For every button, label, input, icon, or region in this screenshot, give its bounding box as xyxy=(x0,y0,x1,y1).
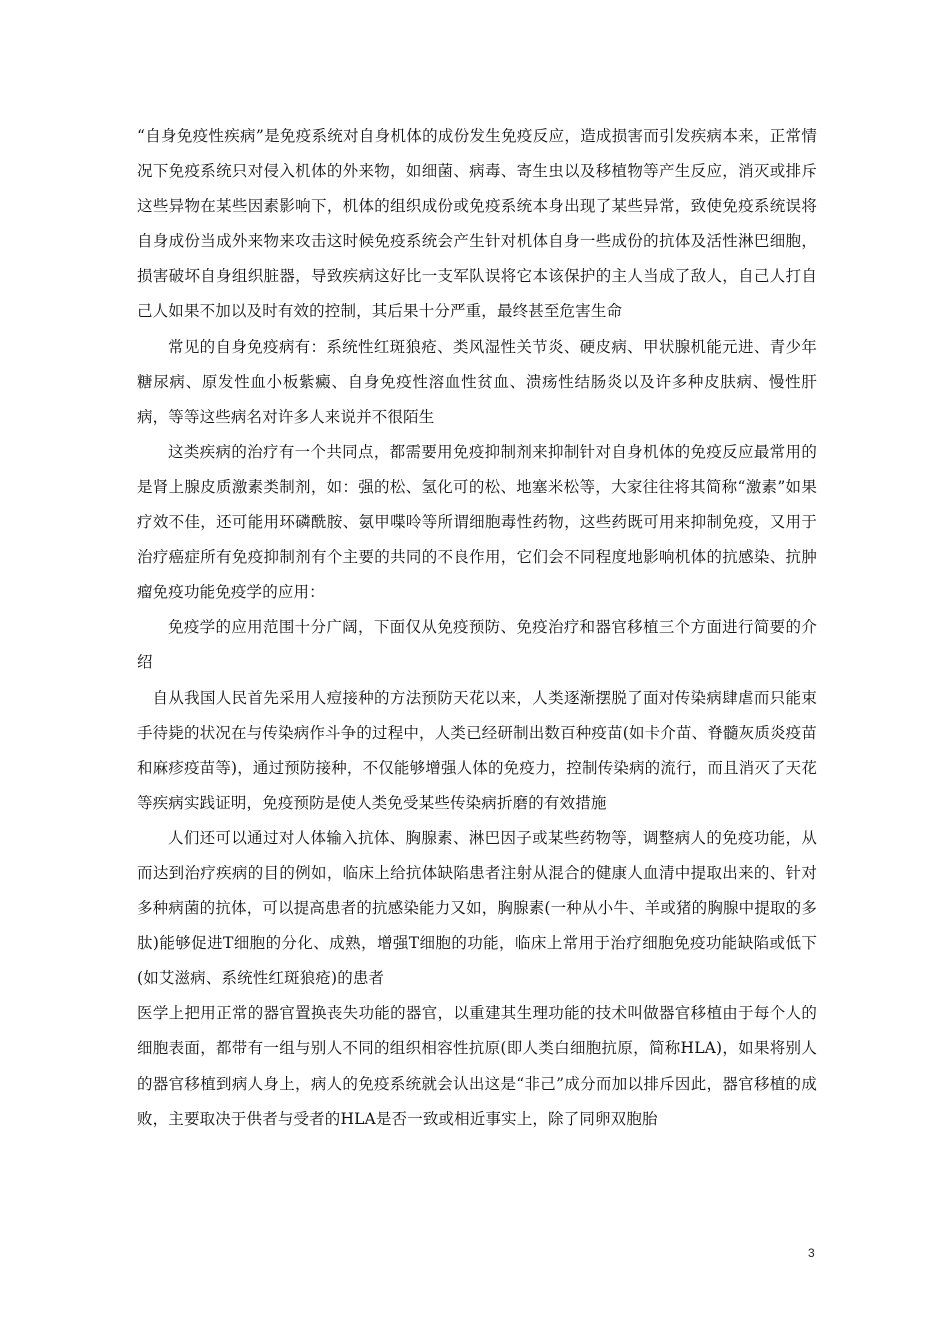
paragraph-organ-transplant: 医学上把用正常的器官置换丧失功能的器官，以重建其生理功能的技术叫做器官移植由于每个人的细胞表面，都带有一组与别人不同的组织相容性抗原(即人类白细胞抗原，简称HLA)，如果将别人的器官移植到病人身上，病人的免疫系统就会认出这是“非己”成分而加以排斥因此，器官移植的成败，主要取决于供者与受者的HLA是否一致或相近事实上，除了同卵双胞胎 xyxy=(137,1004,817,1128)
body-text xyxy=(137,119,817,1137)
paragraph-applications-intro: 免疫学的应用范围十分广阔，下面仅从免疫预防、免疫治疗和器官移植三个方面进行简要的介绍 xyxy=(137,618,817,672)
paragraph-common-diseases: 常见的自身免疫病有：系统性红斑狼疮、类风湿性关节炎、硬皮病、甲状腺机能元进、青少年糖尿病、原发性血小板紫癜、自身免疫性溶血性贫血、溃疡性结肠炎以及许多种皮肤病、慢性肝病，等等这些病名对许多人来说并不很陌生 xyxy=(137,337,817,426)
paragraph-treatment: 这类疾病的治疗有一个共同点，都需要用免疫抑制剂来抑制针对自身机体的免疫反应最常用的是肾上腺皮质激素类制剂，如：强的松、氢化可的松、地塞米松等，大家往往将其简称“激素”如果疗效不佳，还可能用环磷酰胺、氨甲喋呤等所谓细胞毒性药物，这些药既可用来抑制免疫，又用于治疗癌症所有免疫抑制剂有个主要的共同的不良作用，它们会不同程度地影响机体的抗感染、抗肿瘤免疫功能免疫学的应用： xyxy=(137,442,817,602)
paragraph-immune-prevention: 自从我国人民首先采用人痘接种的方法预防天花以来，人类逐渐摆脱了面对传染病肆虐而只能束手待毙的状况在与传染病作斗争的过程中，人类已经研制出数百种疫苗(如卡介苗、脊髓灰质炎疫苗和麻疹疫苗等)，通过预防接种，不仅能够增强人体的免疫力，控制传染病的流行，而且消灭了天花等疾病实践证明，免疫预防是使人类免受某些传染病折磨的有效措施 xyxy=(137,688,817,812)
paragraph-autoimmune-definition: “自身免疫性疾病”是免疫系统对自身机体的成份发生免疫反应，造成损害而引发疾病本来，正常情况下免疫系统只对侵入机体的外来物，如细菌、病毒、寄生虫以及移植物等产生反应，消灭或排斥这些异物在某些因素影响下，机体的组织成份或免疫系统本身出现了某些异常，致使免疫系统误将自身成份当成外来物来攻击这时候免疫系统会产生针对机体自身一些成份的抗体及活性淋巴细胞，损害破坏自身组织脏器，导致疾病这好比一支军队误将它本该保护的主人当成了敌人，自己人打自己人如果不加以及时有效的控制，其后果十分严重，最终甚至危害生命 xyxy=(137,127,817,321)
page-number: 3 xyxy=(808,1246,815,1260)
paragraph-immune-therapy: 人们还可以通过对人体输入抗体、胸腺素、淋巴因子或某些药物等，调整病人的免疫功能，从而达到治疗疾病的目的例如，临床上给抗体缺陷患者注射从混合的健康人血清中提取出来的、针对多种病菌的抗体，可以提高患者的抗感染能力又如，胸腺素(一种从小牛、羊或猪的胸腺中提取的多肽)能够促进T细胞的分化、成熟，增强T细胞的功能，临床上常用于治疗细胞免疫功能缺陷或低下(如艾滋病、系统性红斑狼疮)的患者 xyxy=(137,828,817,988)
